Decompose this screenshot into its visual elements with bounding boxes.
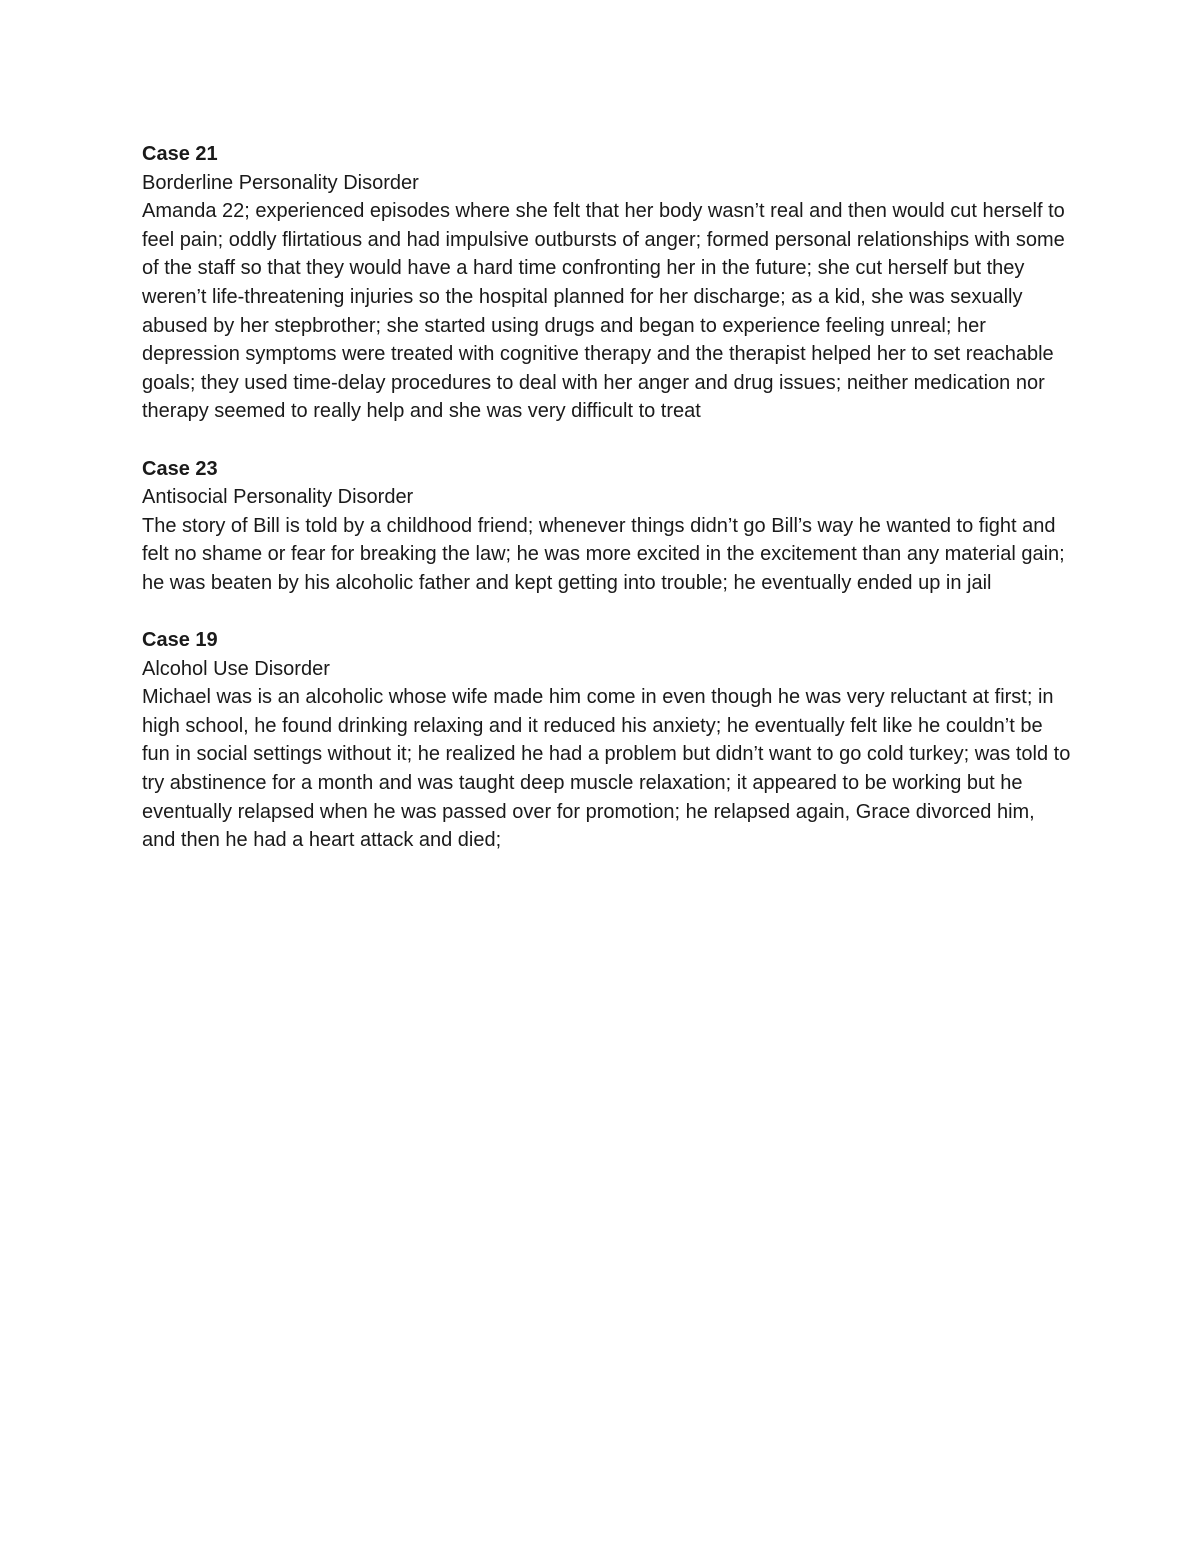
case-disorder: Alcohol Use Disorder [142, 657, 330, 680]
case-body: The story of Bill is told by a childhood friend; whenever things didn’t go Bill’s way he wanted to fight and felt no shame or fear for breaking the law; he was more excited in the excitement than any material gain; he was beaten by his alcoholic father and kept getting into trouble; he eventually ended up in jail [142, 514, 1065, 594]
document-page [142, 140, 1072, 883]
case-title: Case 23 [142, 457, 218, 480]
case-body: Michael was is an alcoholic whose wife made him come in even though he was very reluctant at first; in high school, he found drinking relaxing and it reduced his anxiety; he eventually felt like he couldn’t be fun in social settings without it; he realized he had a problem but didn’t want to go cold turkey; was told to try abstinence for a month and was taught deep muscle relaxation; it appeared to be working but he eventually relapsed when he was passed over for promotion; he relapsed again, Grace divorced him, and then he had a heart attack and died; [142, 686, 1071, 852]
case-disorder: Antisocial Personality Disorder [142, 486, 414, 509]
case-title: Case 19 [142, 629, 218, 652]
case-body: Amanda 22; experienced episodes where she felt that her body wasn’t real and then would cut herself to feel pain; oddly flirtatious and had impulsive outbursts of anger; formed personal relationships with some of the staff so that they would have a hard time confronting her in the future; she cut herself but they weren’t life-threatening injuries so the hospital planned for her discharge; as a kid, she was sexually abused by her stepbrother; she started using drugs and began to experience feeling unreal; her depression symptoms were treated with cognitive therapy and the therapist helped her to set reachable goals; they used time-delay procedures to deal with her anger and drug issues; neither medication nor therapy seemed to really help and she was very difficult to treat [142, 200, 1065, 423]
case-title: Case 21 [142, 143, 218, 165]
case-19-section [142, 626, 1072, 855]
case-21-section [142, 140, 1072, 426]
case-23-section [142, 455, 1072, 598]
case-disorder: Borderline Personality Disorder [142, 171, 419, 194]
